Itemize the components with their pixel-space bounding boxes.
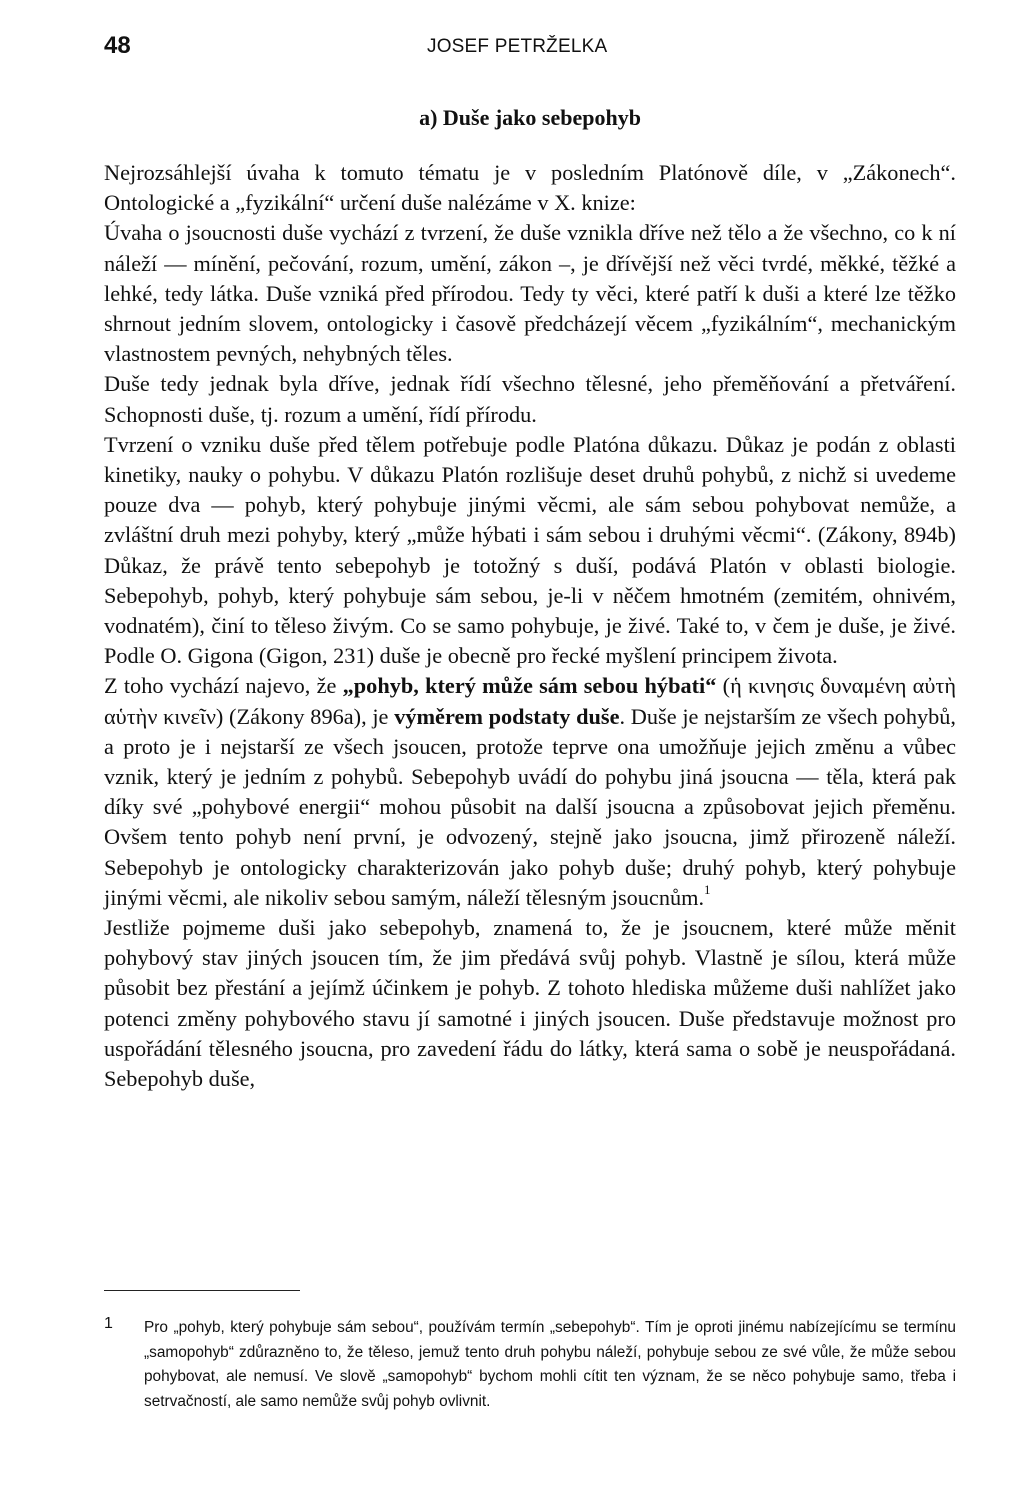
paragraph-2: Úvaha o jsoucnosti duše vychází z tvrzení, že duše vznikla dříve než tělo a že všechno, co k ní náleží — mínění, pečování, rozum, umění, zákon –, je dřívější než věci tvrdé, měkké, těžké a lehké, tedy látka. Duše vzniká před přírodou. Tedy ty věci, které patří k duši a které lze těžko shrnout jedním slovem, ontologicky i časově předcházejí věcem „fyzikálním“, mechanickým vlastnostem pevných, nehybných těles. [104, 220, 956, 367]
footnote-text: Pro „pohyb, který pohybuje sám sebou“, používám termín „sebepohyb“. Tím je oproti jinému nabízejícímu se termínu „samopohyb“ zdůrazněno to, že těleso, jemuž tento druh pohybu náleží, pohybuje sebou ze své vůle, že může sebou pohybovat, ale nemusí. Ve slově „samopohyb“ bychom mohli cítit ten význam, že se něco pohybuje samo, třeba i setrvačností, ale samo nemůže svůj pohyb ovlivnit. [144, 1319, 956, 1410]
footnote-number: 1 [104, 1315, 113, 1332]
paragraph-6: Jestliže pojmeme duši jako sebepohyb, znamená to, že je jsoucnem, které může měnit pohybový stav jiných jsoucen tím, že jim předává svůj pohyb. Vlastně je sílou, která může působit bez přestání a jejímž účinkem je pohyb. Z tohoto hlediska můžeme duši nahlížet jako potenci změny pohybového stavu jí samotné i jiných jsoucen. Duše představuje možnost pro uspořádání tělesného jsoucna, pro zavedení řádu do látky, která sama o sobě je neuspořádaná. Sebepohyb duše, [104, 915, 956, 1092]
greek-quotation: (ἡ κινησις δυναμένη αὐτὴ αὑτὴν κινεῖν) (Zákony 896a), je [104, 673, 957, 729]
paragraph-4: Tvrzení o vzniku duše před tělem potřebuje podle Platóna důkazu. Důkaz je podán z oblasti kinetiky, nauky o pohybu. V důkazu Platón rozlišuje deset druhů pohybů, z nichž si uvedeme pouze dva — pohyb, který pohybuje jinými věcmi, ale sám sebou pohybovat nemůže, a zvláštní druh mezi pohyby, který „může hýbati i sám sebou i druhými věcmi“. (Zákony, 894b) Důkaz, že právě tento sebepohyb je totožný s duší, podává Platón v oblasti biologie. Sebepohyb, pohyb, který pohybuje sám sebou, je-li v něčem hmotném (zemitém, ohnivém, vodnatém), činí to těleso živým. Co se samo pohybuje, je živé. Také to, v čem je duše, je živé. Podle O. Gigona (Gigon, 231) duše je obecně pro řecké myšlení principem života. [104, 431, 956, 669]
paragraph-3: Duše tedy jednak byla dříve, jednak řídí všechno tělesné, jeho přeměňování a přetváření. Schopnosti duše, tj. rozum a umění, řídí přírodu. [104, 371, 956, 427]
running-head [104, 28, 956, 68]
body-text [104, 158, 956, 1094]
emphasized-definition: „pohyb, který může sám sebou hýbati“ [342, 673, 717, 699]
section-title: a) Duše jako sebepohyb [419, 105, 641, 130]
author-name: JOSEF PETRŽELKA [427, 36, 608, 57]
paragraph-5-intro: Z toho vychází najevo, že [104, 673, 343, 699]
page-number: 48 [104, 32, 131, 59]
paragraph-5 [104, 671, 956, 913]
footnote-divider [104, 1290, 300, 1291]
book-page [104, 28, 956, 1478]
emphasized-essence: výměrem podstaty duše [394, 703, 620, 729]
paragraph-1: Nejrozsáhlejší úvaha k tomuto tématu je v posledním Platónově díle, v „Zákonech“. Ontologické a „fyzikální“ určení duše nalézáme v X. knize: [104, 160, 956, 216]
footnote-reference[interactable]: 1 [704, 882, 711, 898]
footnote [104, 1316, 956, 1414]
paragraph-5-body: . Duše je nejstarším ze všech pohybů, a proto je i nejstarší ze všech jsoucen, protože teprve ona umožňuje jejich změnu a vůbec vznik, který je jedním z pohybů. Sebepohyb uvádí do pohybu jiná jsoucna — těla, která pak díky své „pohybové energii“ mohou působit na další jsoucna a způsobovat jejich přeměnu. Ovšem tento pohyb není první, je odvozený, stejně jako jsoucna, jimž přirozeně náleží. Sebepohyb je ontologicky charakterizován jako pohyb duše; druhý pohyb, který pohybuje jinými věcmi, ale nikoliv sebou samým, náleží tělesným jsoucnům. [104, 703, 957, 910]
